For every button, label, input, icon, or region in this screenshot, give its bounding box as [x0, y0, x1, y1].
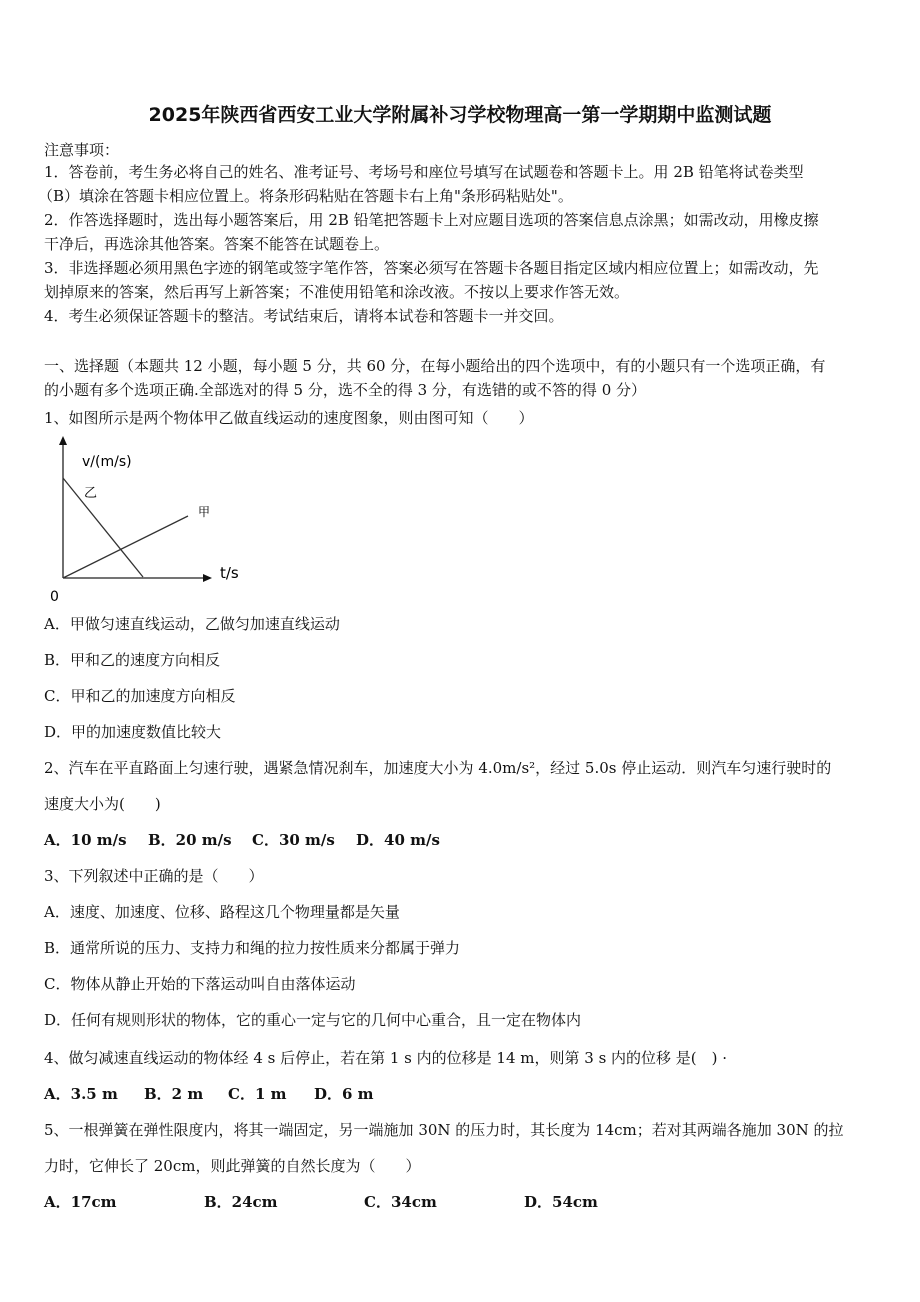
option-b: B．20 m/s — [148, 831, 232, 849]
option-d: D．54cm — [524, 1193, 598, 1211]
notice-line: 划掉原来的答案，然后再写上新答案；不准使用铅笔和涂改液。不按以上要求作答无效。 — [44, 283, 630, 301]
question-2-options — [44, 830, 440, 850]
option-c: C．物体从静止开始的下落运动叫自由落体运动 — [44, 975, 356, 993]
option-c: C．甲和乙的加速度方向相反 — [44, 687, 236, 705]
notice-heading: 注意事项： — [44, 141, 120, 159]
notice-line: 干净后，再选涂其他答案。答案不能答在试题卷上。 — [44, 235, 390, 253]
section-heading: 一、选择题（本题共 12 小题，每小题 5 分，共 60 分，在每小题给出的四个选项中，有的小题只有一个选项正确，有 — [44, 357, 826, 375]
option-a: A．速度、加速度、位移、路程这几个物理量都是矢量 — [44, 903, 400, 921]
question-4-stem: 4、做匀减速直线运动的物体经 4 s 后停止，若在第 1 s 内的位移是 14 m，则第 3 s 内的位移 是( ) · — [44, 1049, 728, 1067]
notice-line: （B）填涂在答题卡相应位置上。将条形码粘贴在答题卡右上角"条形码粘贴处"。 — [38, 187, 573, 205]
option-b: B．甲和乙的速度方向相反 — [44, 651, 221, 669]
page-title: 2025年陕西省西安工业大学附属补习学校物理高一第一学期期中监测试题 — [148, 104, 772, 126]
x-axis-label: t/s — [220, 564, 239, 582]
question-5-stem: 5、一根弹簧在弹性限度内，将其一端固定，另一端施加 30N 的压力时，其长度为 14cm；若对其两端各施加 30N 的拉 — [44, 1121, 844, 1139]
option-a: A．3.5 m — [44, 1085, 118, 1103]
origin-label: 0 — [50, 589, 59, 605]
option-c: C．30 m/s — [252, 831, 335, 849]
section-heading: 的小题有多个选项正确.全部选对的得 5 分，选不全的得 3 分，有选错的或不答的得 0 分） — [44, 381, 647, 399]
notice-line: 4．考生必须保证答题卡的整洁。考试结束后，请将本试卷和答题卡一并交回。 — [44, 307, 564, 325]
question-5-options — [44, 1192, 598, 1212]
question-4-options — [44, 1084, 374, 1104]
line-jia — [63, 516, 188, 578]
notice-line: 1．答卷前，考生务必将自己的姓名、准考证号、考场号和座位号填写在试题卷和答题卡上。用 2B 铅笔将试卷类型 — [44, 163, 804, 181]
velocity-time-graph — [40, 436, 270, 606]
option-d: D．任何有规则形状的物体，它的重心一定与它的几何中心重合，且一定在物体内 — [44, 1011, 582, 1029]
option-c: C．34cm — [364, 1193, 437, 1211]
option-d: D．40 m/s — [356, 831, 440, 849]
question-2-stem: 2、汽车在平直路面上匀速行驶，遇紧急情况刹车，加速度大小为 4.0m/s²，经过 5.0s 停止运动．则汽车匀速行驶时的 — [44, 759, 832, 777]
question-5-stem: 力时，它伸长了 20cm，则此弹簧的自然长度为（ ） — [44, 1157, 421, 1175]
question-1-stem: 1、如图所示是两个物体甲乙做直线运动的速度图象，则由图可知（ ） — [44, 409, 534, 427]
option-c: C．1 m — [228, 1085, 287, 1103]
line-label-jia: 甲 — [198, 505, 211, 519]
x-axis-arrow-icon — [203, 574, 212, 582]
notice-line: 2．作答选择题时，选出每小题答案后，用 2B 铅笔把答题卡上对应题目选项的答案信息点涂黑；如需改动，用橡皮擦 — [44, 211, 819, 229]
notice-line: 3．非选择题必须用黑色字迹的钢笔或签字笔作答，答案必须写在答题卡各题目指定区域内相应位置上；如需改动，先 — [44, 259, 819, 277]
question-2-stem: 速度大小为( ) — [44, 795, 161, 813]
option-a: A．甲做匀速直线运动，乙做匀加速直线运动 — [44, 615, 340, 633]
y-axis-label: v/(m/s) — [82, 454, 132, 470]
option-b: B．通常所说的压力、支持力和绳的拉力按性质来分都属于弹力 — [44, 939, 461, 957]
y-axis-arrow-icon — [59, 436, 67, 445]
option-d: D．6 m — [314, 1085, 374, 1103]
option-a: A．10 m/s — [44, 831, 127, 849]
line-label-yi: 乙 — [84, 486, 98, 501]
option-b: B．24cm — [204, 1193, 278, 1211]
option-a: A．17cm — [44, 1193, 117, 1211]
line-yi — [63, 478, 143, 577]
question-3-stem: 3、下列叙述中正确的是（ ） — [44, 867, 264, 885]
option-d: D．甲的加速度数值比较大 — [44, 723, 222, 741]
option-b: B．2 m — [144, 1085, 204, 1103]
